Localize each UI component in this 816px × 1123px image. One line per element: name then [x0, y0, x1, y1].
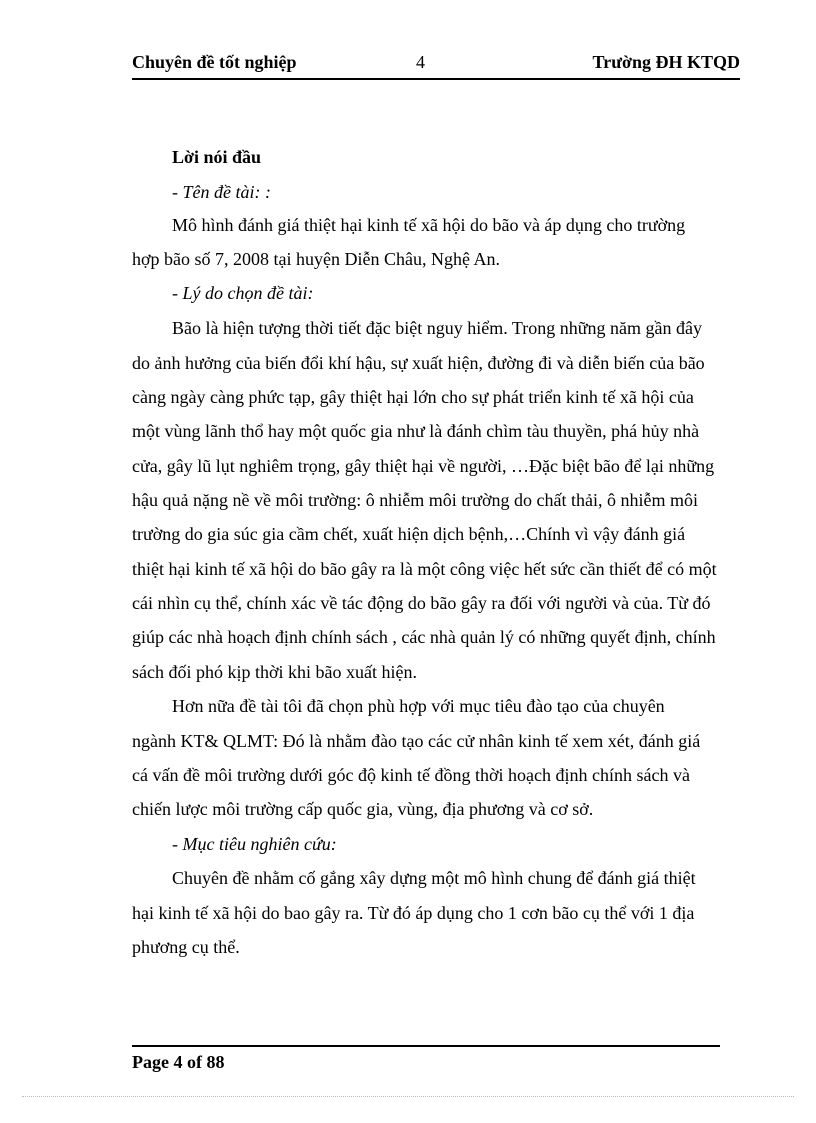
text-line: giúp các nhà hoạch định chính sách , các nhà quản lý có những quyết định, chính	[132, 627, 716, 647]
section-heading: Lời nói đầu	[172, 147, 262, 167]
text-line: cửa, gây lũ lụt nghiêm trọng, gây thiệt hại về người, …Đặc biệt bão để lại những	[132, 456, 715, 476]
reason-label: - Lý do chọn đề tài:	[172, 283, 314, 303]
page-footer: Page 4 of 88	[132, 1052, 225, 1072]
text-line: hậu quả nặng nề về môi trường: ô nhiễm môi trường do chất thải, ô nhiễm môi	[132, 490, 698, 510]
header-university: Trường ĐH KTQD	[592, 52, 740, 72]
text-line: một vùng lãnh thổ hay một quốc gia như là đánh chìm tàu thuyền, phá hủy nhà	[132, 421, 700, 441]
text-line: Chuyên đề nhằm cố gắng xây dựng một mô hình chung để đánh giá thiệt	[172, 868, 696, 888]
text-line: ngành KT& QLMT: Đó là nhằm đào tạo các cử nhân kinh tế xem xét, đánh giá	[132, 731, 701, 751]
header-page-number: 4	[416, 52, 425, 72]
text-line: trường do gia súc gia cầm chết, xuất hiện dịch bệnh,…Chính vì vậy đánh giá	[132, 524, 686, 544]
text-line: Bão là hiện tượng thời tiết đặc biệt nguy hiểm. Trong những năm gần đây	[172, 318, 702, 338]
footer-divider	[132, 1045, 720, 1047]
text-line: sách đối phó kịp thời khi bão xuất hiện.	[132, 662, 417, 682]
header-thesis-title: Chuyên đề tốt nghiệp	[132, 52, 297, 72]
text-line: cái nhìn cụ thể, chính xác về tác động do bão gây ra đối với người và của. Từ đó	[132, 593, 711, 613]
text-line: cá vấn đề môi trường dưới góc độ kinh tế đồng thời hoạch định chính sách và	[132, 765, 690, 785]
page-bottom-border	[22, 1096, 794, 1097]
text-line: Mô hình đánh giá thiệt hại kinh tế xã hội do bão và áp dụng cho trường	[172, 215, 686, 235]
text-line: phương cụ thể.	[132, 937, 240, 957]
text-line: Hơn nữa đề tài tôi đã chọn phù hợp với mục tiêu đào tạo của chuyên	[172, 696, 665, 716]
topic-label: - Tên đề tài: :	[172, 182, 271, 202]
text-line: hợp bão số 7, 2008 tại huyện Diễn Châu, Nghệ An.	[132, 249, 500, 269]
text-line: thiệt hại kinh tế xã hội do bão gây ra là một công việc hết sức cần thiết để có một	[132, 559, 717, 579]
text-line: chiến lược môi trường cấp quốc gia, vùng, địa phương và cơ sở.	[132, 799, 594, 819]
goal-label: - Mục tiêu nghiên cứu:	[172, 834, 337, 854]
text-line: càng ngày càng phức tạp, gây thiệt hại lớn cho sự phát triển kinh tế xã hội của	[132, 387, 694, 407]
page-header	[132, 52, 740, 80]
text-line: hại kinh tế xã hội do bao gây ra. Từ đó áp dụng cho 1 cơn bão cụ thể với 1 địa	[132, 903, 695, 923]
text-line: do ảnh hưởng của biến đổi khí hậu, sự xuất hiện, đường đi và diễn biến của bão	[132, 353, 705, 373]
